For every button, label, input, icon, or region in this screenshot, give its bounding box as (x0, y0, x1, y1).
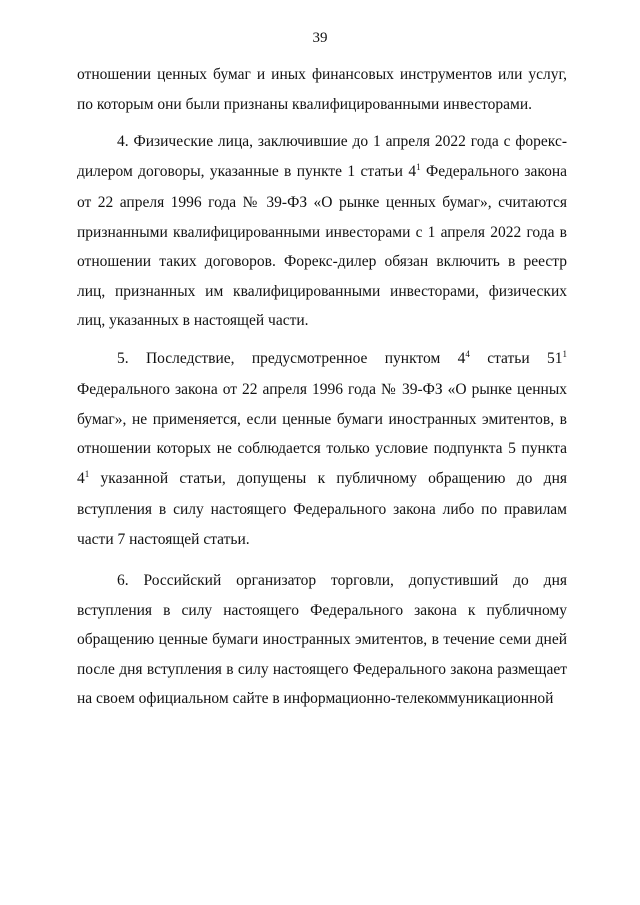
superscript: 1 (416, 161, 421, 172)
paragraph-4-text-a: 4. Физические лица, заключившие до 1 апреля 2022 года с форекс-дилером договоры, указанные в пункте 1 статьи 4 (77, 133, 567, 180)
paragraph-5-text-d: указанной статьи, допущены к публичному обращению до дня вступления в силу настоящего Федерального закона либо по правилам части 7 настоящей статьи. (77, 469, 567, 548)
paragraph-5-text-b: статьи 51 (469, 349, 563, 367)
paragraph-4-text-b: Федерального закона от 22 апреля 1996 года № 39-ФЗ «О рынке ценных бумаг», считаются признанными квалифицированными инвесторами с 1 апреля 2022 года в отношении таких договоров. Форекс-дилер обязан включить в реестр лиц, признанных им квалифицированными инвесторами, физических лиц, указанных в настоящей части. (77, 162, 568, 329)
paragraph-5-text-a: 5. Последствие, предусмотренное пунктом 4 (117, 349, 466, 367)
paragraph-4 (77, 127, 567, 336)
paragraph-5-text-c: Федерального закона от 22 апреля 1996 года № 39-ФЗ «О рынке ценных бумаг», не применяется, если ценные бумаги иностранных эмитентов, в отношении которых не соблюдается только условие подпункта 5 пункта 4 (77, 381, 567, 487)
superscript: 1 (84, 468, 90, 479)
page-number: 39 (312, 30, 328, 46)
document-body (77, 60, 567, 714)
paragraph-5 (77, 344, 567, 555)
superscript: 1 (562, 348, 567, 359)
paragraph-6: 6. Российский организатор торговли, допустивший до дня вступления в силу настоящего Федерального закона к публичному обращению ценные бумаги иностранных эмитентов, в течение семи дней после дня вступления в силу настоящего Федерального закона размещает на своем официальном сайте в информационно-телекоммуникационной (77, 572, 567, 707)
paragraph-continuation: отношении ценных бумаг и иных финансовых инструментов или услуг, по которым они были признаны квалифицированными инвесторами. (77, 66, 567, 113)
superscript: 4 (465, 348, 470, 359)
